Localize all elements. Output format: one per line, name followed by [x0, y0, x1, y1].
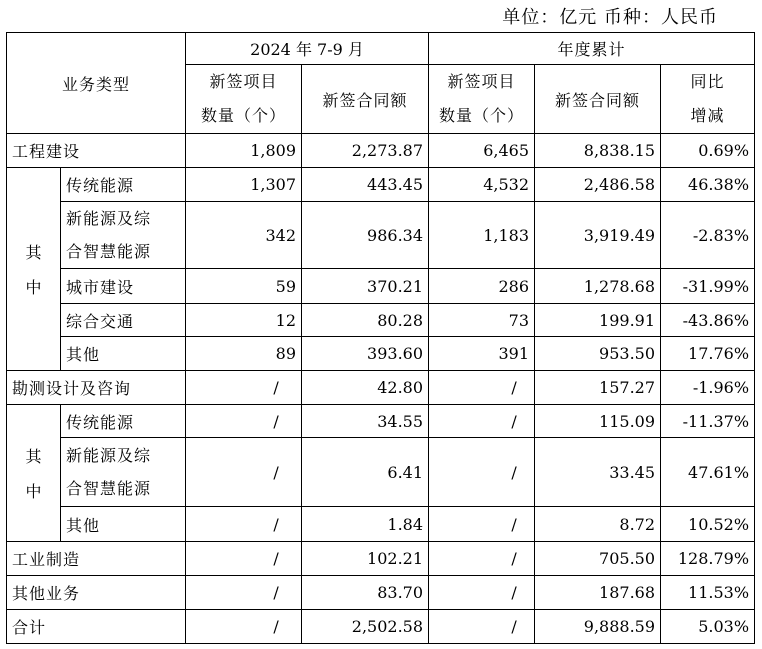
cell-yoy: 46.38%: [661, 168, 755, 202]
header-ytd-new-contract-amount: 新签合同额: [535, 65, 661, 134]
unit-currency-label: 单位：亿元 币种：人民币: [502, 7, 718, 28]
header-period-ytd: 年度累计: [429, 33, 755, 65]
table-row-total: [7, 610, 755, 644]
cell-q3-count: 89: [186, 337, 302, 371]
cell-q3-amount: 986.34: [302, 202, 429, 269]
cell-ytd-amount: 8,838.15: [535, 134, 661, 168]
cell-ytd-count: /: [429, 576, 535, 610]
cell-ytd-count: /: [429, 610, 535, 644]
row-label: 传统能源: [61, 168, 186, 202]
cell-ytd-amount: 953.50: [535, 337, 661, 371]
cell-ytd-amount: 705.50: [535, 542, 661, 576]
row-label-line1: 新能源及综: [66, 209, 152, 228]
table-row: [7, 337, 755, 371]
table-row: [7, 405, 755, 438]
cell-ytd-count: 6,465: [429, 134, 535, 168]
cell-q3-count: /: [186, 438, 302, 507]
cell-q3-amount: 393.60: [302, 337, 429, 371]
header-ytd-new-projects: [429, 65, 535, 134]
cell-q3-count: /: [186, 576, 302, 610]
group-label-char: 其: [25, 243, 42, 262]
cell-q3-count: 1,809: [186, 134, 302, 168]
cell-yoy: -2.83%: [661, 202, 755, 269]
header-row-periods: [7, 33, 755, 65]
row-label-line2: 合智慧能源: [66, 479, 152, 498]
contracts-table: [6, 32, 755, 644]
group-label-char: 其: [25, 447, 42, 466]
row-label: [61, 202, 186, 269]
cell-q3-count: 12: [186, 304, 302, 337]
cell-ytd-amount: 115.09: [535, 405, 661, 438]
header-yoy: [661, 65, 755, 134]
cell-yoy: 11.53%: [661, 576, 755, 610]
cell-ytd-count: 1,183: [429, 202, 535, 269]
row-label: 传统能源: [61, 405, 186, 438]
cell-ytd-amount: 3,919.49: [535, 202, 661, 269]
group-label-qizhong: [7, 405, 61, 542]
cell-ytd-amount: 8.72: [535, 507, 661, 542]
row-label: 合计: [7, 610, 186, 644]
cell-ytd-amount: 2,486.58: [535, 168, 661, 202]
cell-ytd-count: /: [429, 438, 535, 507]
row-label: [61, 438, 186, 507]
cell-q3-count: /: [186, 610, 302, 644]
header-q3-new-projects-line2: 数量（个）: [201, 106, 287, 125]
cell-ytd-count: /: [429, 542, 535, 576]
cell-ytd-count: /: [429, 507, 535, 542]
cell-yoy: 0.69%: [661, 134, 755, 168]
cell-ytd-count: 73: [429, 304, 535, 337]
cell-yoy: 17.76%: [661, 337, 755, 371]
row-label-line2: 合智慧能源: [66, 242, 152, 261]
cell-q3-count: /: [186, 405, 302, 438]
cell-q3-amount: 2,273.87: [302, 134, 429, 168]
cell-ytd-count: 286: [429, 269, 535, 304]
cell-q3-amount: 443.45: [302, 168, 429, 202]
table-row: [7, 304, 755, 337]
cell-ytd-amount: 199.91: [535, 304, 661, 337]
cell-q3-amount: 83.70: [302, 576, 429, 610]
header-q3-new-projects: [186, 65, 302, 134]
cell-q3-amount: 2,502.58: [302, 610, 429, 644]
header-q3-new-contract-amount: 新签合同额: [302, 65, 429, 134]
header-q3-new-projects-line1: 新签项目: [209, 72, 278, 91]
cell-q3-count: 342: [186, 202, 302, 269]
row-label: 勘测设计及咨询: [7, 371, 186, 405]
cell-q3-amount: 370.21: [302, 269, 429, 304]
table-row: [7, 371, 755, 405]
cell-ytd-count: /: [429, 371, 535, 405]
cell-ytd-amount: 33.45: [535, 438, 661, 507]
cell-yoy: 5.03%: [661, 610, 755, 644]
table-row: [7, 168, 755, 202]
group-label-char: 中: [25, 482, 42, 501]
table-row: [7, 134, 755, 168]
cell-yoy: -43.86%: [661, 304, 755, 337]
row-label: 城市建设: [61, 269, 186, 304]
row-label: 其他: [61, 337, 186, 371]
row-label: 综合交通: [61, 304, 186, 337]
row-label: 工程建设: [7, 134, 186, 168]
table-row: [7, 542, 755, 576]
cell-q3-count: /: [186, 371, 302, 405]
row-label: 其他: [61, 507, 186, 542]
table-row: [7, 269, 755, 304]
cell-yoy: -31.99%: [661, 269, 755, 304]
header-period-q3: 2024 年 7-9 月: [186, 33, 429, 65]
table-row: [7, 576, 755, 610]
cell-q3-amount: 6.41: [302, 438, 429, 507]
cell-q3-amount: 34.55: [302, 405, 429, 438]
cell-yoy: 10.52%: [661, 507, 755, 542]
cell-q3-count: /: [186, 542, 302, 576]
cell-ytd-amount: 187.68: [535, 576, 661, 610]
group-label-char: 中: [25, 278, 42, 297]
table-row: [7, 202, 755, 269]
group-label-qizhong: [7, 168, 61, 371]
cell-q3-amount: 42.80: [302, 371, 429, 405]
header-ytd-new-projects-line2: 数量（个）: [439, 106, 525, 125]
cell-q3-count: 1,307: [186, 168, 302, 202]
cell-q3-amount: 102.21: [302, 542, 429, 576]
cell-q3-amount: 1.84: [302, 507, 429, 542]
cell-q3-count: 59: [186, 269, 302, 304]
cell-q3-count: /: [186, 507, 302, 542]
cell-ytd-count: 391: [429, 337, 535, 371]
header-yoy-line2: 增减: [690, 106, 725, 125]
cell-yoy: 128.79%: [661, 542, 755, 576]
cell-ytd-count: 4,532: [429, 168, 535, 202]
cell-ytd-amount: 1,278.68: [535, 269, 661, 304]
cell-ytd-amount: 9,888.59: [535, 610, 661, 644]
table-row: [7, 507, 755, 542]
cell-ytd-count: /: [429, 405, 535, 438]
cell-ytd-amount: 157.27: [535, 371, 661, 405]
header-business-type: 业务类型: [7, 33, 186, 134]
table-row: [7, 438, 755, 507]
row-label-line1: 新能源及综: [66, 446, 152, 465]
cell-q3-amount: 80.28: [302, 304, 429, 337]
cell-yoy: -1.96%: [661, 371, 755, 405]
cell-yoy: -11.37%: [661, 405, 755, 438]
header-yoy-line1: 同比: [690, 72, 725, 91]
cell-yoy: 47.61%: [661, 438, 755, 507]
header-ytd-new-projects-line1: 新签项目: [447, 72, 516, 91]
row-label: 工业制造: [7, 542, 186, 576]
row-label: 其他业务: [7, 576, 186, 610]
